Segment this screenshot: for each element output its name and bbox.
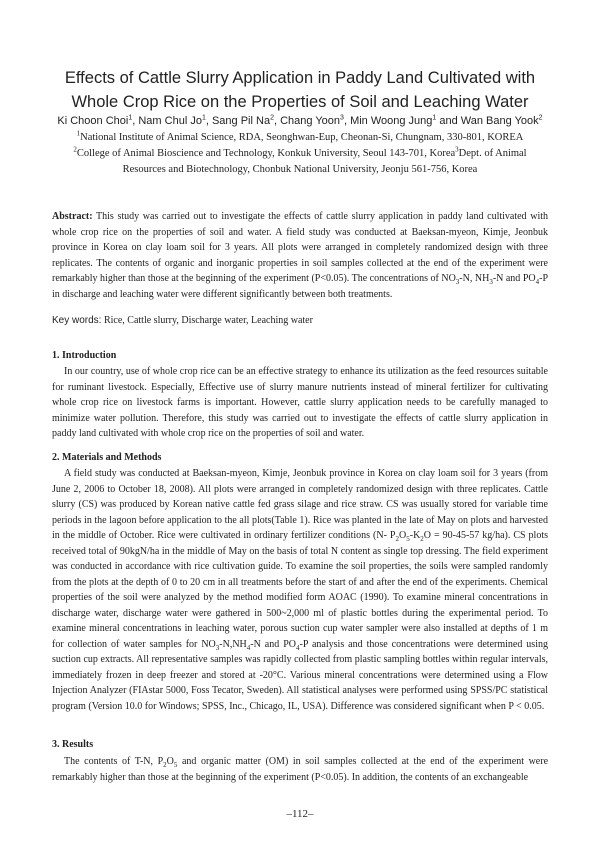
methods-body [52, 466, 548, 714]
text-run: O = 90-45-57 kg/ha). CS plots received total of 90kgN/ha in the middle of May on the basis of total N content as single top dressing. The field experiment was conducted in accordance with rice cultivation guide. To examine the soil properties, the soils were sampled randomly from the plots at the depth of 0 to 20 cm in all treatments before the start of and after the end of the experiments. Chemical properties of the soil were analyzed by the method modified form AOAC (1990). To examine mineral concentrations in discharge water, discharge water were gathered in 500~2,000 ml of plastic bottles during the experimental period. To examine mineral concentrations in leaching water, porous suction cup water sampler were also installed at depths of 1 m for collection of water samples for NO [52, 530, 548, 650]
affiliation-3 [30, 162, 570, 178]
title-line-2: Whole Crop Rice on the Properties of Soil and Leaching Water [71, 93, 529, 111]
abstract-text: -N, NH [459, 273, 490, 284]
author-name: and Wan Bang Yook [436, 115, 539, 127]
subscript: 4 [246, 643, 251, 652]
subscript: 4 [296, 643, 300, 652]
section-heading-results: 3. Results [52, 739, 94, 750]
text-run: -N and PO [250, 638, 296, 650]
affiliation-text: Resources and Biotechnology, Chonbuk National University, Jeonju 561-756, Korea [122, 164, 478, 175]
subscript: 3 [489, 278, 493, 286]
abstract-label: Abstract: [52, 211, 93, 222]
author-affiliation-mark: 1 [128, 114, 133, 122]
text-run: A field study was conducted at Baeksan-myeon, Kimje, Jeonbuk province in Korea on clay loam soil for 3 years (from June 2, 2006 to October 18, 2008). All plots were arranged in completely randomized design with three replicates. Cattle slurry (CS) was produced by Korean native cattle fed grass silage and rice straw. CS was usually stored for variable time periods in the lagoon before application to the all plots(Table 1). Rice was planted in the late of May on plots and harvested in the middle of October. Rice were cultivated in ordinary fertilizer conditions (N- P [52, 468, 548, 541]
paragraph [52, 754, 548, 785]
affiliation-mark: 2 [73, 145, 77, 154]
author-affiliation-mark: 3 [340, 114, 344, 122]
author-name: , Sang Pil Na [205, 115, 271, 127]
subscript: 2 [163, 761, 167, 769]
subscript: 3 [215, 643, 220, 652]
text-run: O [166, 756, 174, 767]
introduction-body [52, 364, 548, 442]
affiliation-text: Dept. of Animal [458, 148, 527, 159]
abstract-text: -P in discharge and leaching water were different significantly between both treatments. [52, 273, 549, 300]
section-heading-methods: 2. Materials and Methods [52, 452, 162, 463]
author-name: , Chang Yoon [273, 115, 341, 127]
title-line-1: Effects of Cattle Slurry Application in Paddy Land Cultivated with [64, 69, 536, 87]
page-number: –112– [286, 808, 314, 820]
subscript: 2 [420, 535, 424, 543]
keywords [52, 313, 548, 328]
affiliation-1 [30, 130, 570, 146]
subscript: 5 [173, 761, 178, 769]
author-name: , Nam Chul Jo [132, 115, 202, 127]
subscript: 3 [455, 278, 460, 286]
text-run: -K [409, 530, 421, 541]
section-heading-introduction: 1. Introduction [52, 350, 117, 361]
author-affiliation-mark: 2 [270, 114, 274, 122]
affiliation-2 [30, 146, 570, 162]
subscript: 2 [395, 535, 399, 543]
author-affiliation-mark: 1 [201, 114, 206, 122]
subscript: 5 [406, 535, 410, 543]
text-run: -P analysis and those concentrations were determined using suction cup extracts. All representative samples was rapidly collected from plastic sampling bottles within regular intervals, immediately frozen in deep freezer and stored at -20°C. Various mineral concentrations were determined using a Flow Injection Analyzer (FIAstar 5000, Foss Tecator, Sweden). All statistical analyses were performed using SPSS/PC statistical program (Version 10.0 for Windows; SPSS, Inc., Chicago, IL, USA). Difference was considered significant when P < 0.05. [52, 638, 548, 712]
affiliation-text: National Institute of Animal Science, RDA, Seonghwan-Eup, Cheonan-Si, Chungnam, 330-801, KOREA [80, 132, 524, 143]
author-affiliation-mark: 2 [538, 114, 543, 122]
affiliations [30, 130, 570, 178]
text-run: and organic matter (OM) in soil samples collected at the end of the experiment were remarkably higher than those at the beginning of the experiment (P<0.05). In addition, the contents of an exchangeable [52, 756, 549, 783]
affiliation-mark: 3 [455, 145, 459, 154]
text-run: The contents of T-N, P [64, 756, 164, 767]
author-list [20, 113, 580, 129]
text-run: -N,NH [219, 638, 247, 650]
author-name: , Min Woong Jung [343, 115, 433, 127]
paragraph: In our country, use of whole crop rice can be an effective strategy to enhance its utilization as the feed resources suitable for ruminant livestock. Especially, Effective use of slurry manure nutrients instead of mineral fertilizer for cultivating whole crop rice on livestock farms is important. However, cattle slurry application needs to be carefully managed to minimize water pollution. Therefore, this study was carried out to investigate the effects of cattle slurry application in paddy land cultivated with whole crop rice on the properties of soil and water. [52, 366, 548, 439]
keywords-label: Key words: [52, 315, 102, 326]
subscript: 4 [535, 278, 540, 286]
paper-title [20, 66, 580, 114]
author-name: Ki Choon Choi [57, 115, 129, 127]
author-affiliation-mark: 1 [432, 114, 437, 122]
abstract-text: This study was carried out to investigate the effects of cattle slurry application in paddy land cultivated with whole crop rice on the properties of soil and water. A field study was conducted at Baeksan-myeon, Kimje, Jeonbuk province in Korea on clay loam soil for 3 years. All plots were arranged in completely randomized design with three replicates. The contents of organic and inorganic properties in soil samples collected at the end of the experiment were remarkably higher than those at the beginning of the experiment (P<0.05). The concentrations of NO [52, 211, 548, 284]
text-run: O [399, 530, 407, 541]
affiliation-mark: 1 [76, 129, 81, 138]
results-body [52, 754, 548, 785]
keywords-text: Rice, Cattle slurry, Discharge water, Leaching water [101, 315, 313, 326]
abstract-text: -N and PO [492, 273, 536, 284]
abstract [52, 209, 548, 302]
affiliation-text: College of Animal Bioscience and Technology, Konkuk University, Seoul 143-701, Korea [76, 148, 456, 159]
paragraph [52, 466, 548, 714]
